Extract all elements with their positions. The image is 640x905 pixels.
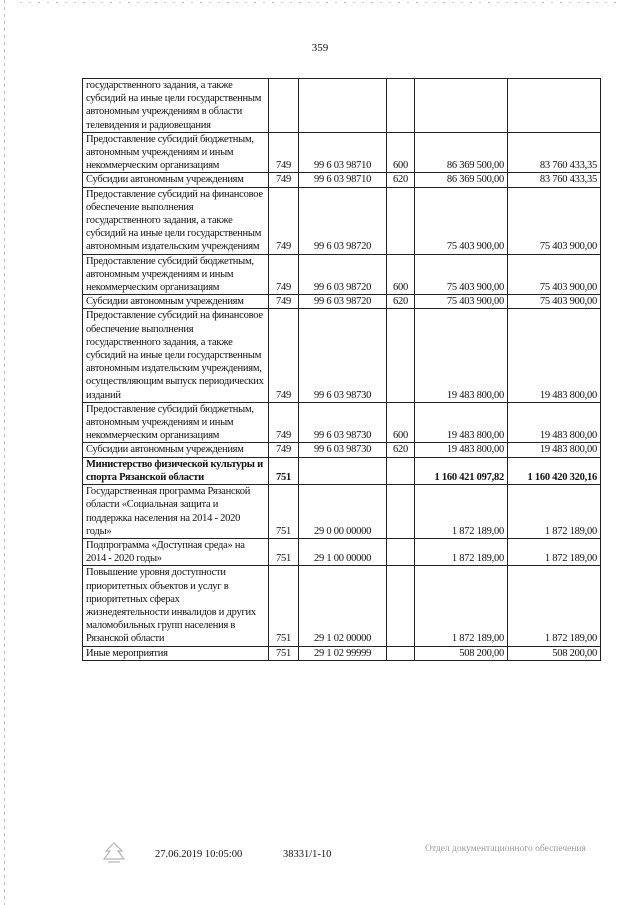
table-row [83, 457, 601, 484]
row-amount-executed: 1 160 420 320,16 [508, 457, 601, 484]
row-expense-code [387, 79, 415, 133]
row-name: Предоставление субсидий бюджетным, автономным учреждениям и иным некоммерческим организациям [83, 132, 269, 173]
row-ministry-code: 751 [269, 646, 299, 660]
row-amount-planned: 19 483 800,00 [415, 309, 508, 402]
page-number: 359 [311, 42, 329, 54]
row-expense-code: 600 [387, 402, 415, 443]
table-row [83, 132, 601, 173]
row-name: государственного задания, а также субсидий на иные цели государственным автономным учреждениям в области телевидения и радиовещания [83, 79, 269, 133]
row-name: Предоставление субсидий на финансовое обеспечение выполнения государственного задания, а также субсидий на иные цели государственным автономным издательским учреждениям [83, 187, 269, 254]
row-target-code: 99 6 03 98710 [299, 173, 387, 187]
row-expense-code [387, 538, 415, 565]
table-row [83, 173, 601, 187]
table-row [83, 402, 601, 443]
row-ministry-code: 749 [269, 295, 299, 309]
row-target-code: 99 6 03 98720 [299, 187, 387, 254]
row-ministry-code: 749 [269, 173, 299, 187]
row-amount-planned: 1 872 189,00 [415, 538, 508, 565]
row-amount-executed: 75 403 900,00 [508, 254, 601, 295]
row-ministry-code: 749 [269, 443, 299, 457]
table-row [83, 79, 601, 133]
row-ministry-code: 751 [269, 538, 299, 565]
row-ministry-code: 749 [269, 132, 299, 173]
row-expense-code [387, 566, 415, 646]
row-expense-code [387, 485, 415, 539]
row-amount-executed: 1 872 189,00 [508, 566, 601, 646]
row-name: Субсидии автономным учреждениям [83, 295, 269, 309]
scan-top-noise [20, 2, 620, 3]
row-amount-planned [415, 79, 508, 133]
row-name: Предоставление субсидий бюджетным, автономным учреждениям и иным некоммерческим организациям [83, 254, 269, 295]
table-row [83, 295, 601, 309]
row-expense-code: 600 [387, 132, 415, 173]
row-ministry-code: 749 [269, 402, 299, 443]
row-target-code: 29 1 00 00000 [299, 538, 387, 565]
row-amount-planned: 86 369 500,00 [415, 132, 508, 173]
table-row [83, 309, 601, 402]
row-ministry-code: 751 [269, 485, 299, 539]
row-amount-planned: 1 872 189,00 [415, 566, 508, 646]
row-amount-planned: 19 483 800,00 [415, 402, 508, 443]
row-amount-planned: 75 403 900,00 [415, 254, 508, 295]
table-row [83, 485, 601, 539]
row-amount-planned: 75 403 900,00 [415, 295, 508, 309]
row-expense-code [387, 309, 415, 402]
footer-doc-number: 38331/1-10 [283, 849, 332, 860]
row-amount-executed: 19 483 800,00 [508, 402, 601, 443]
row-name: Иные мероприятия [83, 646, 269, 660]
row-amount-executed: 83 760 433,35 [508, 173, 601, 187]
row-name: Субсидии автономным учреждениям [83, 173, 269, 187]
row-amount-executed: 75 403 900,00 [508, 187, 601, 254]
row-amount-planned: 19 483 800,00 [415, 443, 508, 457]
row-amount-planned: 86 369 500,00 [415, 173, 508, 187]
row-ministry-code: 749 [269, 187, 299, 254]
row-name: Подпрограмма «Доступная среда» на 2014 - 2020 годы» [83, 538, 269, 565]
table-row [83, 538, 601, 565]
row-target-code: 29 0 00 00000 [299, 485, 387, 539]
row-target-code [299, 457, 387, 484]
row-amount-executed: 19 483 800,00 [508, 309, 601, 402]
row-amount-executed: 1 872 189,00 [508, 485, 601, 539]
table-row [83, 566, 601, 646]
row-amount-executed: 1 872 189,00 [508, 538, 601, 565]
emblem-icon [100, 841, 128, 865]
row-name: Государственная программа Рязанской области «Социальная защита и поддержка населения на 2014 - 2020 годы» [83, 485, 269, 539]
row-target-code: 99 6 03 98730 [299, 309, 387, 402]
row-ministry-code: 751 [269, 457, 299, 484]
row-amount-executed: 19 483 800,00 [508, 443, 601, 457]
table-row [83, 187, 601, 254]
row-amount-planned: 75 403 900,00 [415, 187, 508, 254]
row-target-code: 99 6 03 98720 [299, 254, 387, 295]
table-row [83, 443, 601, 457]
row-amount-planned: 1 160 421 097,82 [415, 457, 508, 484]
row-expense-code [387, 187, 415, 254]
row-amount-planned: 508 200,00 [415, 646, 508, 660]
row-target-code: 99 6 03 98720 [299, 295, 387, 309]
budget-table-body [83, 79, 601, 661]
row-ministry-code: 749 [269, 254, 299, 295]
row-amount-planned: 1 872 189,00 [415, 485, 508, 539]
row-name: Министерство физической культуры и спорта Рязанской области [83, 457, 269, 484]
row-name: Предоставление субсидий на финансовое обеспечение выполнения государственного задания, а также субсидий на иные цели государственным автономным издательским учреждениям, осуществляющим выпуск периодических изданий [83, 309, 269, 402]
row-target-code: 29 1 02 99999 [299, 646, 387, 660]
row-name: Повышение уровня доступности приоритетных объектов и услуг в приоритетных сферах жизнедеятельности инвалидов и других маломобильных групп населения в Рязанской области [83, 566, 269, 646]
row-expense-code: 620 [387, 443, 415, 457]
row-name: Субсидии автономным учреждениям [83, 443, 269, 457]
footer-date: 27.06.2019 10:05:00 [155, 849, 243, 860]
scan-margin-line [4, 0, 5, 905]
department-stamp: Отдел документационного обеспечения [425, 844, 586, 854]
row-ministry-code: 751 [269, 566, 299, 646]
row-target-code: 29 1 02 00000 [299, 566, 387, 646]
row-expense-code [387, 457, 415, 484]
row-expense-code: 620 [387, 173, 415, 187]
budget-table [82, 78, 601, 661]
row-expense-code [387, 646, 415, 660]
table-row [83, 254, 601, 295]
row-amount-executed: 508 200,00 [508, 646, 601, 660]
row-amount-executed [508, 79, 601, 133]
row-ministry-code [269, 79, 299, 133]
row-amount-executed: 83 760 433,35 [508, 132, 601, 173]
row-target-code: 99 6 03 98710 [299, 132, 387, 173]
row-name: Предоставление субсидий бюджетным, автономным учреждениям и иным некоммерческим организациям [83, 402, 269, 443]
row-target-code: 99 6 03 98730 [299, 443, 387, 457]
table-row [83, 646, 601, 660]
row-expense-code: 620 [387, 295, 415, 309]
row-target-code: 99 6 03 98730 [299, 402, 387, 443]
row-expense-code: 600 [387, 254, 415, 295]
row-target-code [299, 79, 387, 133]
row-ministry-code: 749 [269, 309, 299, 402]
row-amount-executed: 75 403 900,00 [508, 295, 601, 309]
